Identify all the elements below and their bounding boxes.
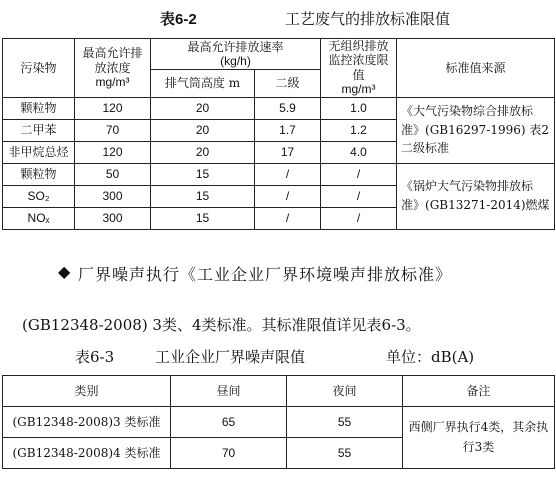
cell-pollutant: 颗粒物 bbox=[3, 163, 75, 185]
cell-rate: 1.7 bbox=[255, 119, 321, 141]
cell-fugitive: 1.0 bbox=[321, 97, 397, 119]
table1-caption-title: 工艺废气的排放标准限值 bbox=[285, 10, 451, 28]
header-day: 昼间 bbox=[171, 376, 287, 407]
table-row bbox=[3, 163, 555, 185]
cell-concentration: 50 bbox=[75, 163, 151, 185]
header-max-concentration-unit: mg/m³ bbox=[95, 74, 130, 89]
header-night: 夜间 bbox=[287, 376, 403, 407]
cell-height: 20 bbox=[151, 141, 255, 163]
cell-concentration: 120 bbox=[75, 141, 151, 163]
cell-fugitive: / bbox=[321, 185, 397, 207]
cell-concentration: 120 bbox=[75, 97, 151, 119]
header-fugitive-text: 无组织排放监控浓度限值 bbox=[328, 39, 389, 82]
header-stack-height: 排气筒高度 m bbox=[151, 70, 255, 97]
table2-caption-title: 工业企业厂界噪声限值 bbox=[155, 348, 306, 366]
table-row bbox=[3, 97, 555, 119]
cell-rate: / bbox=[255, 185, 321, 207]
cell-source-group2: 《锅炉大气污染物排放标准》(GB13271-2014)燃煤 bbox=[397, 163, 555, 229]
diamond-bullet-icon: ◆ bbox=[58, 262, 72, 281]
cell-fugitive: 4.0 bbox=[321, 141, 397, 163]
cell-night: 55 bbox=[287, 438, 403, 469]
exhaust-gas-standard-table bbox=[2, 38, 555, 230]
table2-caption-number: 表6-3 bbox=[75, 348, 115, 366]
header-max-concentration bbox=[75, 39, 151, 98]
cell-concentration: 70 bbox=[75, 119, 151, 141]
header-fugitive-unit: mg/m³ bbox=[341, 82, 376, 97]
cell-concentration: 300 bbox=[75, 185, 151, 207]
cell-rate: 17 bbox=[255, 141, 321, 163]
header-note: 备注 bbox=[403, 376, 555, 407]
table2-caption-unit: 单位：dB(A) bbox=[386, 348, 475, 366]
header-level2: 二级 bbox=[255, 70, 321, 97]
header-max-rate bbox=[151, 39, 321, 70]
table1-caption bbox=[0, 8, 556, 30]
header-source: 标准值来源 bbox=[397, 39, 555, 98]
cell-pollutant: SO₂ bbox=[3, 185, 75, 207]
noise-limit-table bbox=[2, 375, 555, 469]
cell-category: (GB12348-2008)4 类标准 bbox=[3, 438, 171, 469]
cell-height: 15 bbox=[151, 207, 255, 229]
cell-height: 20 bbox=[151, 119, 255, 141]
cell-fugitive: / bbox=[321, 163, 397, 185]
paragraph-line2-text: (GB12348-2008) 3类、4类标准。其标准限值详见表6-3。 bbox=[22, 316, 421, 334]
cell-rate: / bbox=[255, 163, 321, 185]
cell-pollutant: 二甲苯 bbox=[3, 119, 75, 141]
header-max-concentration-text: 最高允许排放浓度 bbox=[82, 46, 143, 75]
cell-note: 西侧厂界执行4类，其余执行3类 bbox=[403, 407, 555, 469]
cell-day: 70 bbox=[171, 438, 287, 469]
cell-fugitive: 1.2 bbox=[321, 119, 397, 141]
cell-height: 20 bbox=[151, 97, 255, 119]
cell-pollutant: 颗粒物 bbox=[3, 97, 75, 119]
cell-concentration: 300 bbox=[75, 207, 151, 229]
cell-day: 65 bbox=[171, 407, 287, 438]
header-category: 类别 bbox=[3, 376, 171, 407]
header-max-rate-text: 最高允许排放速率 bbox=[187, 39, 284, 54]
header-max-rate-unit: (kg/h) bbox=[220, 54, 251, 69]
table2-caption bbox=[0, 346, 556, 366]
cell-rate: / bbox=[255, 207, 321, 229]
header-fugitive bbox=[321, 39, 397, 98]
paragraph-line1-text: 厂界噪声执行《工业企业厂界环境噪声排放标准》 bbox=[78, 265, 453, 284]
cell-height: 15 bbox=[151, 185, 255, 207]
table-row bbox=[3, 407, 555, 438]
cell-fugitive: / bbox=[321, 207, 397, 229]
cell-category: (GB12348-2008)3 类标准 bbox=[3, 407, 171, 438]
cell-pollutant: 非甲烷总烃 bbox=[3, 141, 75, 163]
cell-height: 15 bbox=[151, 163, 255, 185]
noise-standard-paragraph-line2 bbox=[22, 314, 421, 335]
header-pollutant: 污染物 bbox=[3, 39, 75, 98]
table1-caption-number: 表6-2 bbox=[160, 11, 197, 28]
cell-night: 55 bbox=[287, 407, 403, 438]
cell-source-group1: 《大气污染物综合排放标准》(GB16297-1996) 表2二级标准 bbox=[397, 97, 555, 163]
cell-rate: 5.9 bbox=[255, 97, 321, 119]
cell-pollutant: NOₓ bbox=[3, 207, 75, 229]
